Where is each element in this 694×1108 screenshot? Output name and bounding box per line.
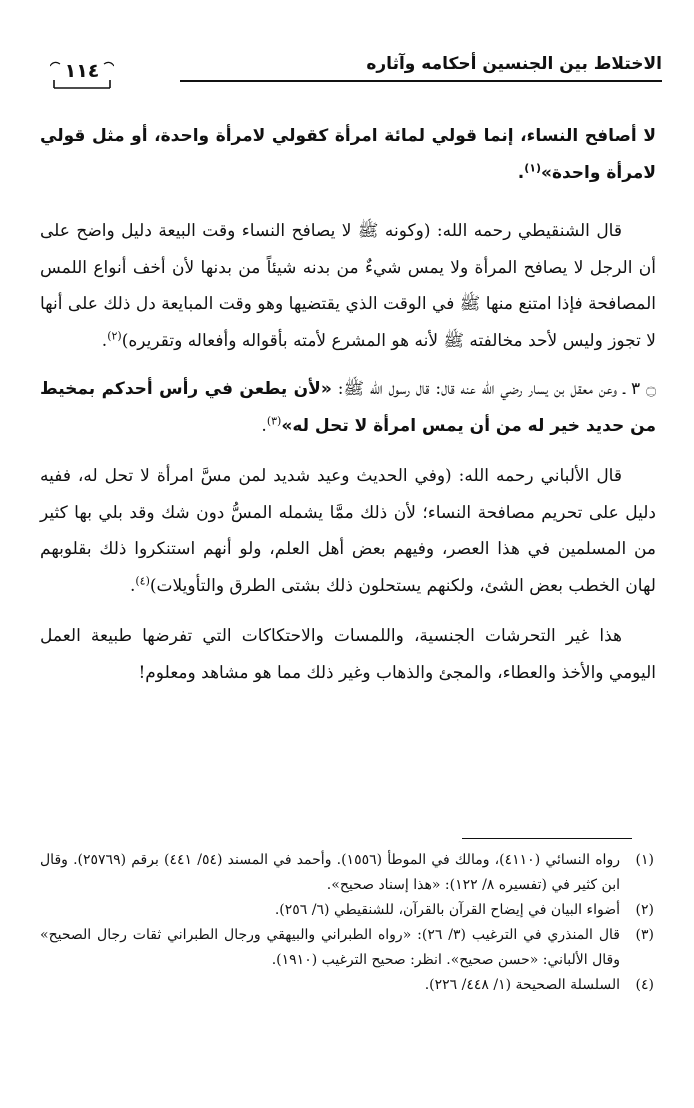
paragraph-5 [40, 618, 656, 691]
paragraph-3: ۝ ٣ ـ وعن معقل بن يسار رضي الله عنه قال: قال رسول الله ﷺ: «لأن يطعن في رأس أحدكم بمخيط من حديد خير له من أن يمس امرأة لا تحل له»$^{(٣)}$. [40, 379, 657, 436]
footnote-number: (١) [635, 852, 654, 868]
footnote-1 [40, 848, 654, 898]
running-title: الاختلاط بين الجنسين أحكامه وآثاره [366, 54, 662, 74]
footnote-number: (٢) [635, 902, 654, 918]
paragraph-4-text: قال الألباني رحمه الله: (وفي الحديث وعيد شديد لمن مسَّ امرأة لا تحل له، ففيه دليل على تحريم مصافحة النساء؛ لأن ذلك ممَّا يشمله المسُّ دون شك وقد بلي بها كثير من المسلمين في هذا العصر، وفيهم بعض أهل العلم، ولو أنهم استنكروا ذلك بقلوبهم لهان الخطب بعض الشئ، ولكنهم يستحلون ذلك بشتى الطرق والتأويلات) [40, 466, 656, 596]
paragraph-1-line-2: لامرأة واحدة» [540, 162, 656, 183]
footnote-4 [40, 973, 654, 998]
footnote-3 [40, 923, 654, 973]
footnote-ref-4: (٤) [135, 573, 150, 587]
paragraph-1-line-1: لا أصافح النساء، إنما قولي لمائة امرأة كقولي لامرأة واحدة، أو مثل قولي [40, 126, 656, 146]
main-text [40, 118, 656, 691]
footnote-text: أضواء البيان في إيضاح القرآن بالقرآن، للشنقيطي (٦/ ٢٥٦). [274, 902, 620, 918]
footnote-ref-2: (٢) [107, 328, 122, 342]
paragraph-3-hadith: «لأن يطعن في رأس أحدكم بمخيط من حديد خير له من أن يمس امرأة لا تحل له» [40, 379, 656, 436]
footnote-text: قال المنذري في الترغيب (٣/ ٢٦): «رواه الطبراني والبيهقي ورجال الطبراني ثقات رجال الصحيح» وقال الألباني: «حسن صحيح». انظر: صحيح الترغيب (١٩١٠). [40, 927, 620, 968]
footnote-text: رواه النسائي (٤١١٠)، ومالك في الموطأ (١٥٥٦). وأحمد في المسند (٥٤/ ٤٤١) برقم (٢٥٧٦٩). وقال ابن كثير في (تفسيره ٨/ ١٢٢): «هذا إسناد صحيح». [40, 852, 620, 893]
footnote-number: (٤) [635, 977, 654, 993]
footnote-text: السلسلة الصحيحة (١/ ٤٤٨/ ٢٢٦). [424, 977, 620, 993]
paragraph-4: قال الألباني رحمه الله: (وفي الحديث وعيد شديد لمن مسَّ امرأة لا تحل له، ففيه دليل على تحريم مصافحة النساء؛ لأن ذلك ممَّا يشمله المسُّ دون شك وقد بلي بها كثير من المسلمين في هذا العصر، وفيهم بعض أهل العلم، ولو أنهم استنكروا ذلك بقلوبهم لهان الخطب بعض الشئ، ولكنهم يستحلون ذلك بشتى الطرق والتأويلات)$^{(٤)}$. [40, 466, 656, 596]
footnotes [40, 848, 654, 998]
paragraph-5-text: هذا غير التحرشات الجنسية، واللمسات والاحتكاكات التي تفرضها طبيعة العمل اليومي والأخذ والعطاء، والمجئ والذهاب وغير ذلك مما هو مشاهد ومعلوم! [40, 626, 656, 683]
footnote-2 [40, 898, 654, 923]
page-header [30, 50, 662, 100]
paragraph-2: قال الشنقيطي رحمه الله: (وكونه ﷺ لا يصافح النساء وقت البيعة دليل واضح على أن الرجل لا يصافح المرأة ولا يمس شيءٌ من بدنه شيئاً من بدنها لأن أخف أنواع اللمس المصافحة فإذا امتنع منها ﷺ في الوقت الذي يقتضيها وهو وقت المبايعة دل ذلك على أنها لا تجوز وليس لأحد مخالفته ﷺ لأنه هو المشرع لأمته بأقواله وأفعاله وتقريره)$^{(٢)}$. [40, 221, 656, 351]
footnote-ref-1: (١) [524, 160, 541, 174]
paragraph-2-text: قال الشنقيطي رحمه الله: (وكونه ﷺ لا يصافح النساء وقت البيعة دليل واضح على أن الرجل لا يصافح المرأة ولا يمس شيءٌ من بدنه شيئاً من بدنها لأن أخف أنواع اللمس المصافحة فإذا امتنع منها ﷺ في الوقت الذي يقتضيها وهو وقت المبايعة دل ذلك على أنها لا تجوز وليس لأحد مخالفته ﷺ لأنه هو المشرع لأمته بأقواله وأفعاله وتقريره) [40, 221, 656, 351]
page-number: ١١٤ [64, 60, 100, 82]
header-rule [180, 80, 662, 82]
footnote-ref-3: (٣) [266, 413, 282, 427]
footnote-separator [462, 838, 632, 839]
paragraph-1: لا أصافح النساء، إنما قولي لمائة امرأة كقولي لامرأة واحدة، أو مثل قولي لامرأة واحدة»$^{(١)}$. [40, 126, 656, 183]
footnote-number: (٣) [635, 927, 654, 943]
page-number-ornament [32, 62, 124, 98]
paragraph-3-intro: ۝ ٣ ـ وعن معقل بن يسار رضي الله عنه قال: قال رسول الله ﷺ: [337, 379, 657, 399]
